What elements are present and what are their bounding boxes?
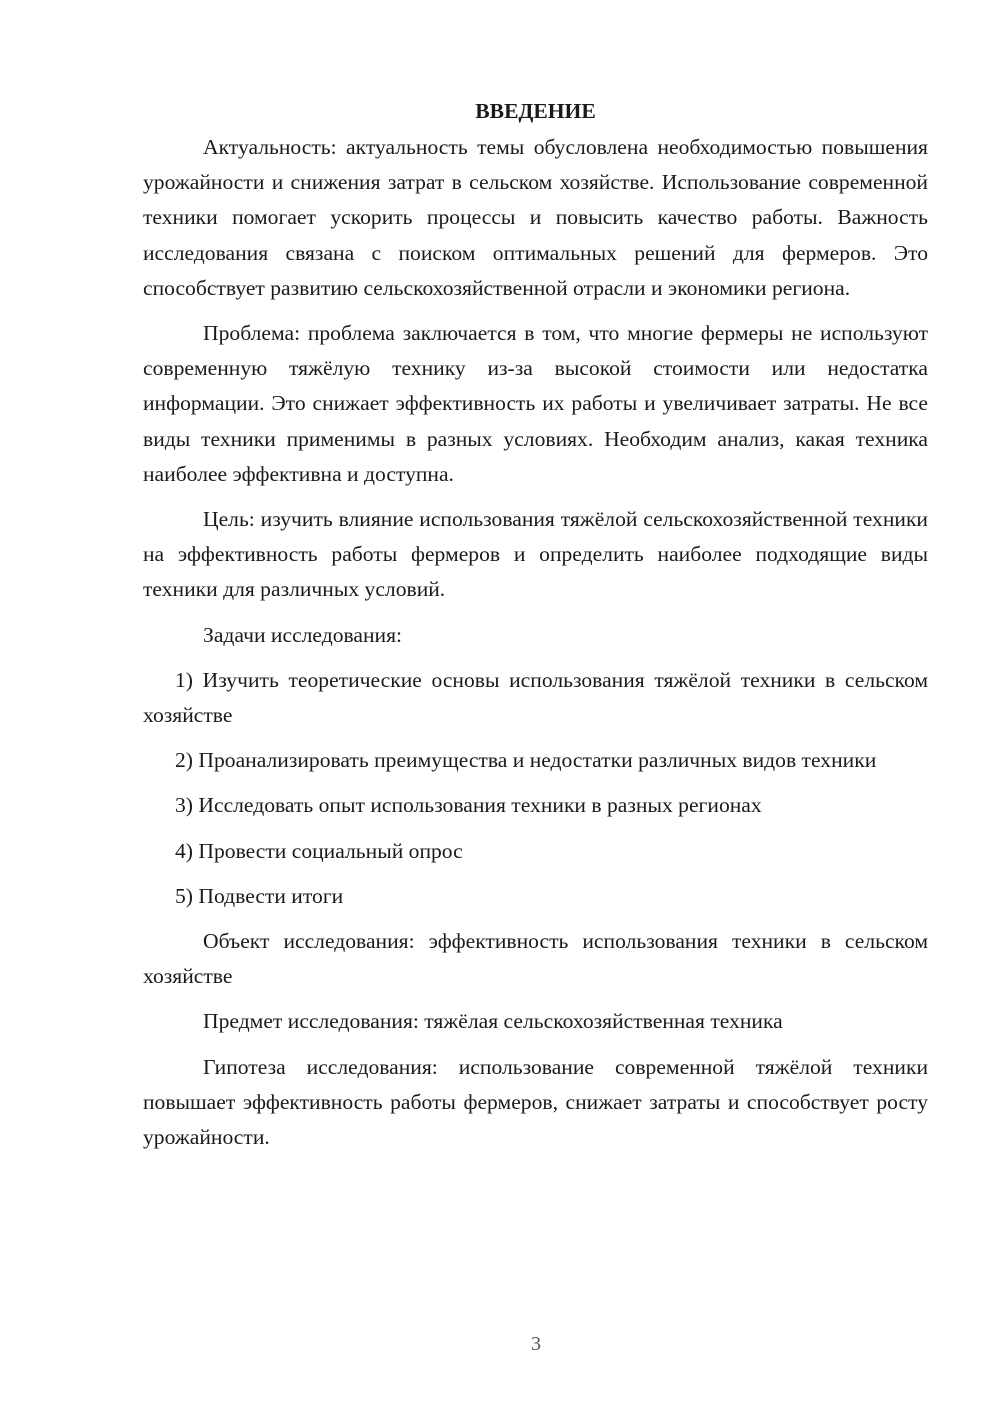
relevance-paragraph: Актуальность: актуальность темы обусловлена необходимостью повышения урожайности и снижения затрат в сельском хозяйстве. Использование современной техники помогает ускорить процессы и повысить качество работы. Важность исследования связана с поиском оптимальных решений для фермеров. Это способствует развитию сельскохозяйственной отрасли и экономики региона. [143,135,928,300]
problem-paragraph: Проблема: проблема заключается в том, что многие фермеры не используют современную тяжёлую технику из-за высокой стоимости или недостатка информации. Это снижает эффективность их работы и увеличивает затраты. Не все виды техники применимы в разных условиях. Необходим анализ, какая техника наиболее эффективна и доступна. [143,321,928,486]
section-heading: ВВЕДЕНИЕ [475,99,596,123]
task-item: 4) Провести социальный опрос [175,838,463,863]
task-item: 2) Проанализировать преимущества и недостатки различных видов техники [175,748,877,773]
page-content [143,94,928,1165]
task-item: 1) Изучить теоретические основы использования тяжёлой техники в сельском хозяйстве [143,667,928,728]
subject-paragraph: Предмет исследования: тяжёлая сельскохозяйственная техника [203,1009,783,1034]
task-item: 3) Исследовать опыт использования техники в разных регионах [175,793,762,818]
page-number: 3 [531,1333,541,1355]
task-item: 5) Подвести итоги [175,883,344,908]
object-paragraph: Объект исследования: эффективность использования техники в сельском хозяйстве [143,929,928,989]
tasks-heading: Задачи исследования: [203,622,403,647]
hypothesis-paragraph: Гипотеза исследования: использование современной тяжёлой техники повышает эффективность работы фермеров, снижает затраты и способствует росту урожайности. [143,1054,928,1150]
goal-paragraph: Цель: изучить влияние использования тяжёлой сельскохозяйственной техники на эффективность работы фермеров и определить наиболее подходящие виды техники для различных условий. [143,507,928,602]
